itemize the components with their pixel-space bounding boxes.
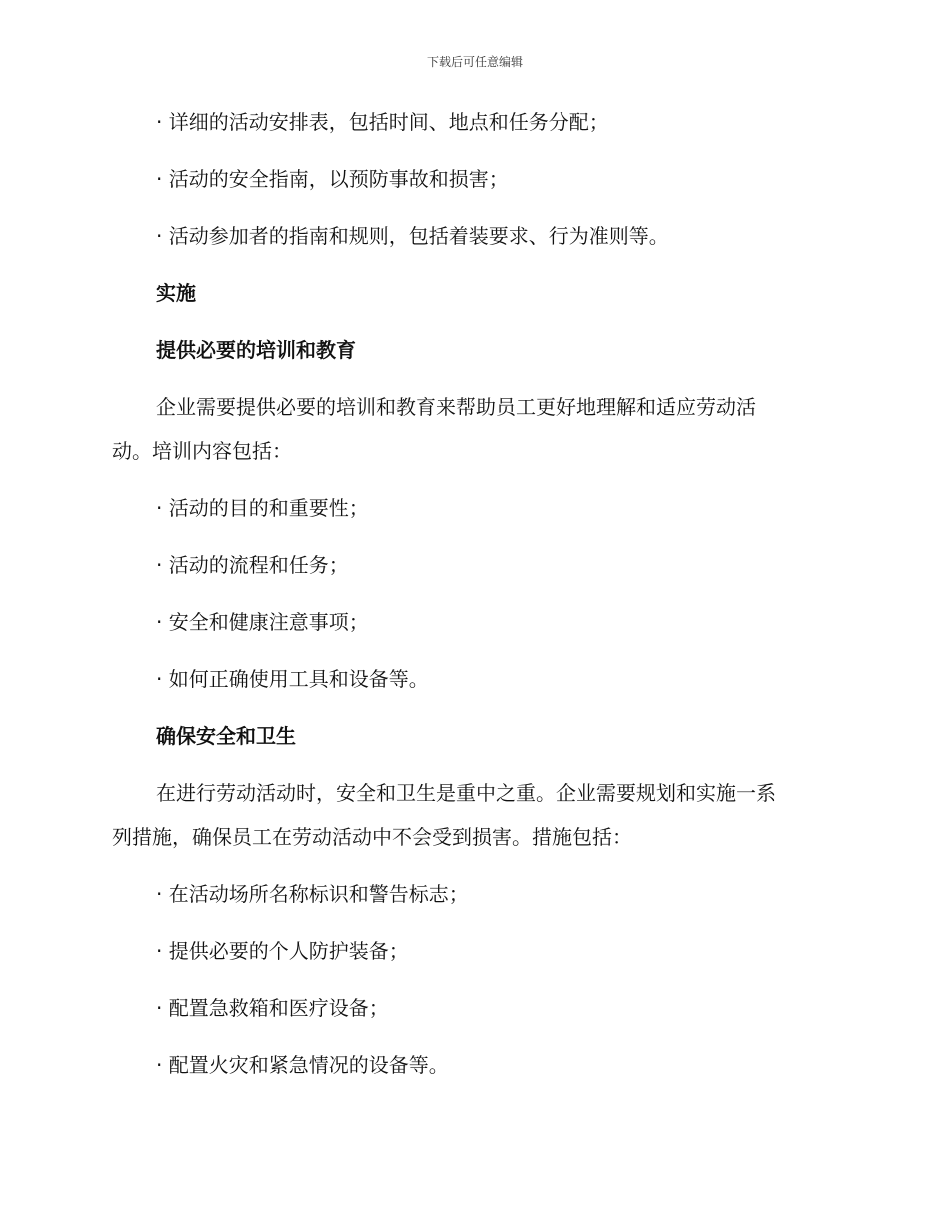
- paragraph-training: [112, 395, 838, 463]
- document-body: [112, 110, 838, 1110]
- list-item: · 安全和健康注意事项；: [156, 610, 369, 634]
- paragraph-safety: [112, 781, 838, 849]
- page-header: 下载后可任意编辑: [426, 55, 523, 69]
- list-item: · 提供必要的个人防护装备；: [156, 939, 409, 963]
- list-item: · 详细的活动安排表，包括时间、地点和任务分配；: [156, 110, 609, 134]
- list-item: · 在活动场所名称标识和警告标志；: [156, 882, 469, 906]
- section-heading: 实施: [156, 281, 196, 305]
- list-item: · 活动的流程和任务；: [156, 553, 349, 577]
- paragraph-line: 列措施，确保员工在劳动活动中不会受到损害。措施包括：: [112, 825, 632, 849]
- subsection-heading-training: 提供必要的培训和教育: [156, 338, 356, 362]
- list-item: · 活动参加者的指南和规则，包括着装要求、行为准则等。: [156, 224, 669, 248]
- paragraph-line: 企业需要提供必要的培训和教育来帮助员工更好地理解和适应劳动活: [156, 395, 756, 419]
- paragraph-line: 在进行劳动活动时，安全和卫生是重中之重。企业需要规划和实施一系: [156, 781, 776, 805]
- list-item: · 活动的安全指南，以预防事故和损害；: [156, 167, 509, 191]
- list-item: · 配置急救箱和医疗设备；: [156, 996, 389, 1020]
- list-item: · 活动的目的和重要性；: [156, 496, 369, 520]
- list-item: · 配置火灾和紧急情况的设备等。: [156, 1053, 449, 1077]
- paragraph-line: 动。培训内容包括：: [112, 439, 292, 463]
- list-item: · 如何正确使用工具和设备等。: [156, 667, 429, 691]
- subsection-heading-safety: 确保安全和卫生: [156, 724, 296, 748]
